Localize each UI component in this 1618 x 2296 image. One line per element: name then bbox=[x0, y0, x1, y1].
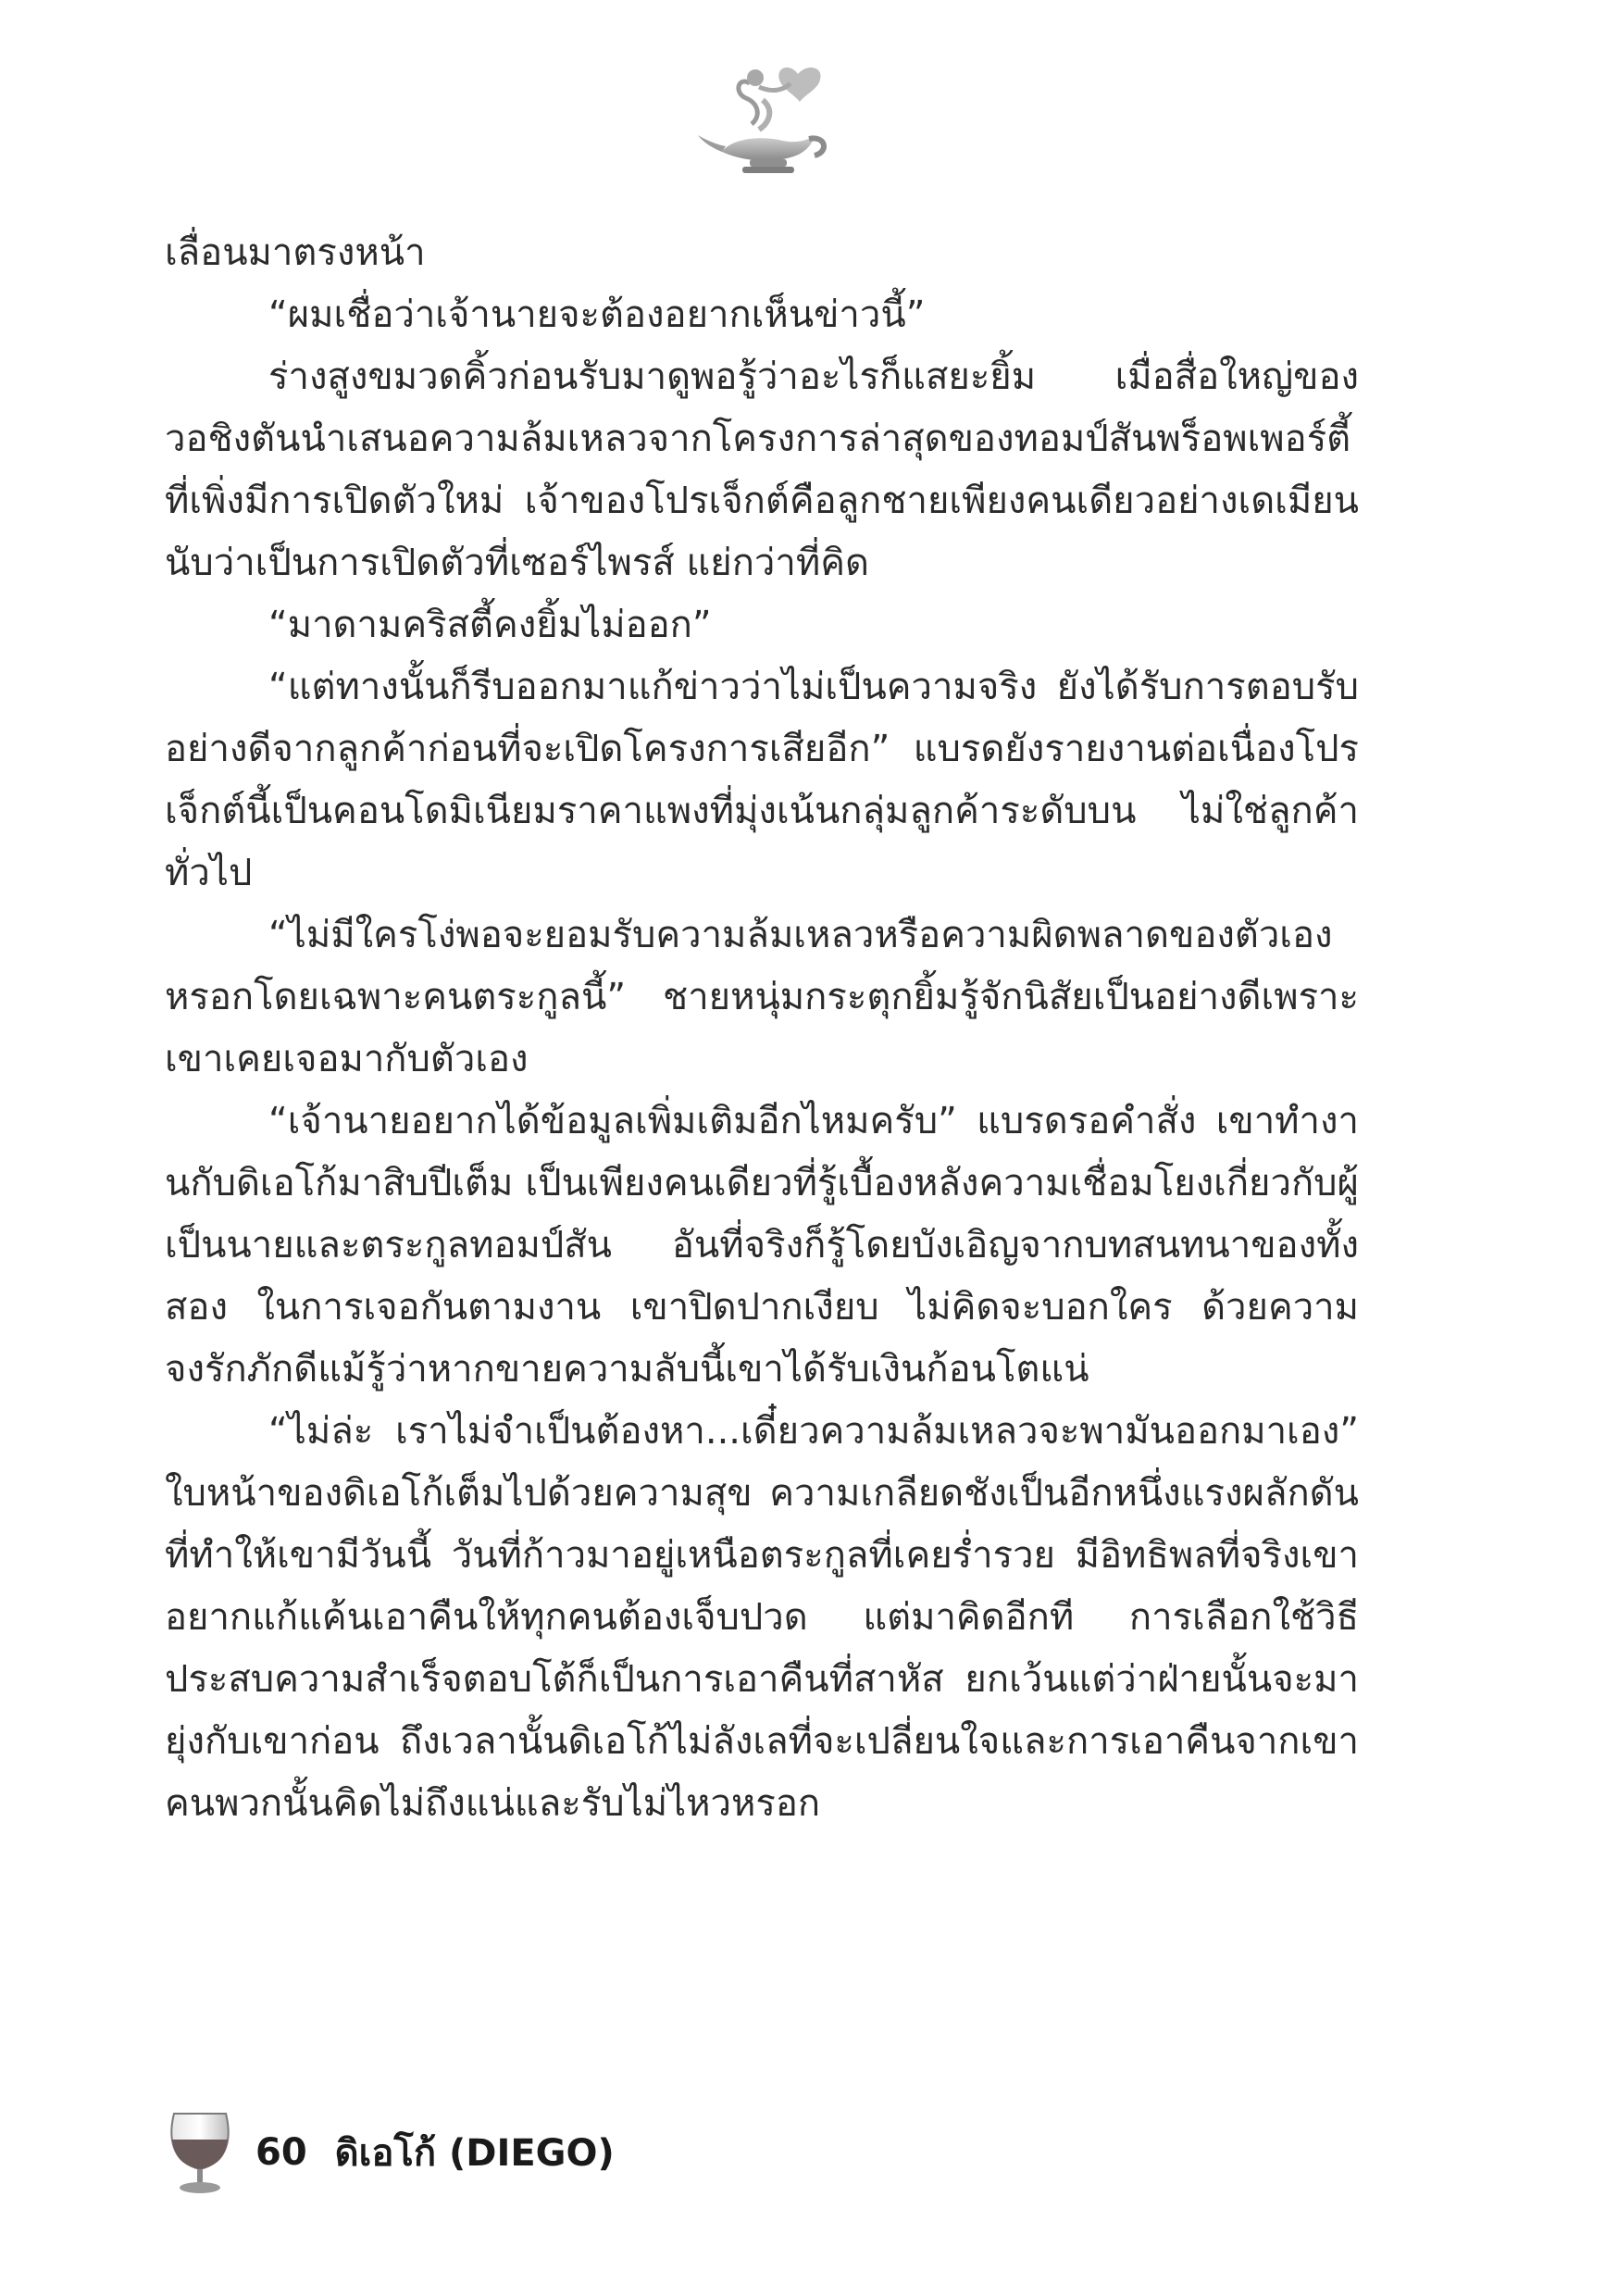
brandy-glass-icon bbox=[165, 2108, 235, 2197]
paragraph: ร่างสูงขมวดคิ้วก่อนรับมาดูพอรู้ว่าอะไรก็แสยะยิ้ม เมื่อสื่อใหญ่ของวอชิงตันนำเสนอความล้มเหลวจากโครงการล่าสุดของทอมป์สันพร็อพเพอร์ตี้ที่เพิ่งมีการเปิดตัวใหม่ เจ้าของโปรเจ็กต์คือลูกชายเพียงคนเดียวอย่างเดเมียน นับว่าเป็นการเปิดตัวที่เซอร์ไพรส์ แย่กว่าที่คิด bbox=[165, 356, 1359, 584]
paragraph: “ไม่ล่ะ เราไม่จำเป็นต้องหา...เดี๋ยวความล้มเหลวจะพามันออกมาเอง” ใบหน้าของดิเอโก้เต็มไปด้วยความสุข ความเกลียดชังเป็นอีกหนึ่งแรงผลักดันที่ทำให้เขามีวันนี้ วันที่ก้าวมาอยู่เหนือตระกูลที่เคยร่ำรวย มีอิทธิพลที่จริงเขาอยากแก้แค้นเอาคืนให้ทุกคนต้องเจ็บปวด แต่มาคิดอีกที การเลือกใช้วิธีประสบความสำเร็จตอบโต้ก็เป็นการเอาคืนที่สาหัส ยกเว้นแต่ว่าฝ่ายนั้นจะมายุ่งกับเขาก่อน ถึงเวลานั้นดิเอโก้ไม่ลังเลที่จะเปลี่ยนใจและการเอาคืนจากเขา คนพวกนั้นคิดไม่ถึงแน่และรับไม่ไหวหรอก bbox=[165, 1410, 1359, 1825]
paragraph: “เจ้านายอยากได้ข้อมูลเพิ่มเติมอีกไหมครับ” แบรดรอคำสั่ง เขาทำงานกับดิเอโก้มาสิบปีเต็ม เป็นเพียงคนเดียวที่รู้เบื้องหลังความเชื่อมโยงเกี่ยวกับผู้เป็นนายและตระกูลทอมป์สัน อันที่จริงก็รู้โดยบังเอิญจากบทสนทนาของทั้งสอง ในการเจอกันตามงาน เขาปิดปากเงียบ ไม่คิดจะบอกใคร ด้วยความจงรักภักดีแม้รู้ว่าหากขายความลับนี้เขาได้รับเงินก้อนโตแน่ bbox=[165, 1100, 1359, 1391]
paragraph: “แต่ทางนั้นก็รีบออกมาแก้ข่าวว่าไม่เป็นความจริง ยังได้รับการตอบรับอย่างดีจากลูกค้าก่อนที่จะเปิดโครงการเสียอีก” แบรดยังรายงานต่อเนื่องโปรเจ็กต์นี้เป็นคอนโดมิเนียมราคาแพงที่มุ่งเน้นกลุ่มลูกค้าระดับบน ไม่ใช่ลูกค้าทั่วไป bbox=[165, 666, 1359, 894]
genie-lamp-icon bbox=[694, 56, 842, 185]
page-footer bbox=[165, 2106, 615, 2199]
book-title: ดิเอโก้ (DIEGO) bbox=[334, 2132, 615, 2175]
paragraph: “ไม่มีใครโง่พอจะยอมรับความล้มเหลวหรือความผิดพลาดของตัวเองหรอกโดยเฉพาะคนตระกูลนี้” ชายหนุ่มกระตุกยิ้มรู้จักนิสัยเป็นอย่างดีเพราะเขาเคยเจอมากับตัวเอง bbox=[165, 914, 1359, 1080]
body-text bbox=[165, 222, 1359, 1835]
page-number: 60 bbox=[255, 2131, 307, 2174]
paragraph: “ผมเชื่อว่าเจ้านายจะต้องอยากเห็นข่าวนี้” bbox=[268, 293, 926, 336]
paragraph: “มาดามคริสตี้คงยิ้มไม่ออก” bbox=[268, 604, 712, 646]
paragraph: เลื่อนมาตรงหน้า bbox=[165, 231, 426, 274]
